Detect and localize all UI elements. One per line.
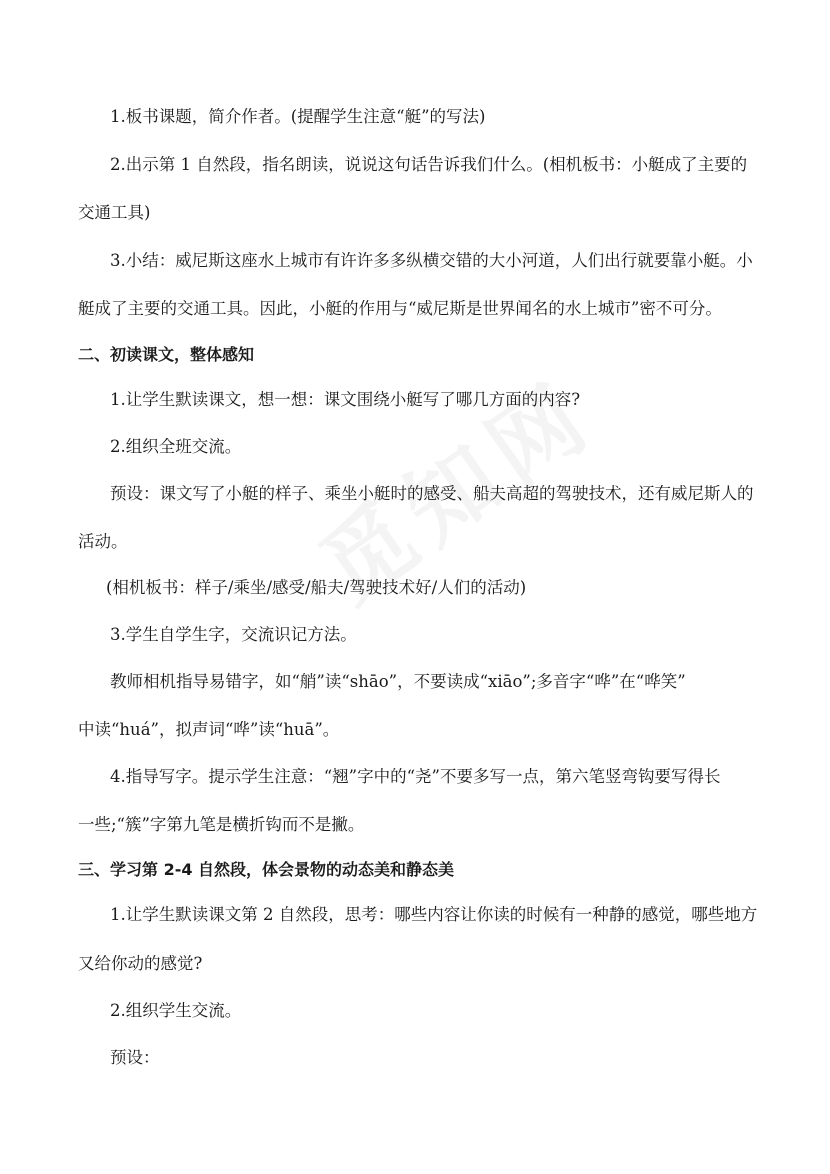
text-line: 1.板书课题，简介作者。(提醒学生注意“艇”的写法) (110, 107, 486, 126)
text-line: 1.让学生默读课文第 2 自然段，思考：哪些内容让你读的时候有一种静的感觉，哪些地方 (110, 905, 758, 924)
text-line: 预设： (110, 1048, 160, 1067)
text-line: 活动。 (78, 532, 128, 551)
text-line: 3.小结：威尼斯这座水上城市有许许多多纵横交错的大小河道，人们出行就要靠小艇。小 (110, 251, 753, 270)
text-line: 2.组织全班交流。 (110, 437, 242, 456)
text-line: 3.学生自学生字，交流识记方法。 (110, 625, 357, 644)
text-line: 一些;“簇”字第九笔是横折钩而不是撇。 (78, 815, 365, 834)
text-line: 2.组织学生交流。 (110, 1001, 242, 1020)
text-line: 4.指导写字。提示学生注意：“翘”字中的“尧”不要多写一点，第六笔竖弯钩要写得长 (110, 767, 721, 786)
text-line: 中读“huá”，拟声词“哗”读“huā”。 (78, 720, 340, 739)
text-line: 1.让学生默读课文，想一想：课文围绕小艇写了哪几方面的内容? (110, 390, 581, 409)
section-heading: 三、学习第 2-4 自然段，体会景物的动态美和静态美 (78, 860, 455, 879)
text-line: 教师相机指导易错字，如“艄”读“shāo”，不要读成“xiāo”;多音字“哗”在“哗笑” (110, 672, 686, 691)
section-heading: 二、初读课文，整体感知 (78, 345, 255, 364)
text-line: 交通工具) (78, 203, 151, 222)
text-line: 预设：课文写了小艇的样子、乘坐小艇时的感受、船夫高超的驾驶技术，还有威尼斯人的 (110, 484, 754, 503)
text-line: (相机板书：样子/乘坐/感受/船夫/驾驶技术好/人们的活动) (106, 578, 527, 597)
text-line: 又给你动的感觉? (78, 954, 203, 973)
text-line: 艇成了主要的交通工具。因此，小艇的作用与“威尼斯是世界闻名的水上城市”密不可分。 (78, 299, 722, 318)
text-line: 2.出示第 1 自然段，指名朗读，说说这句话告诉我们什么。(相机板书：小艇成了主要的 (110, 155, 748, 174)
